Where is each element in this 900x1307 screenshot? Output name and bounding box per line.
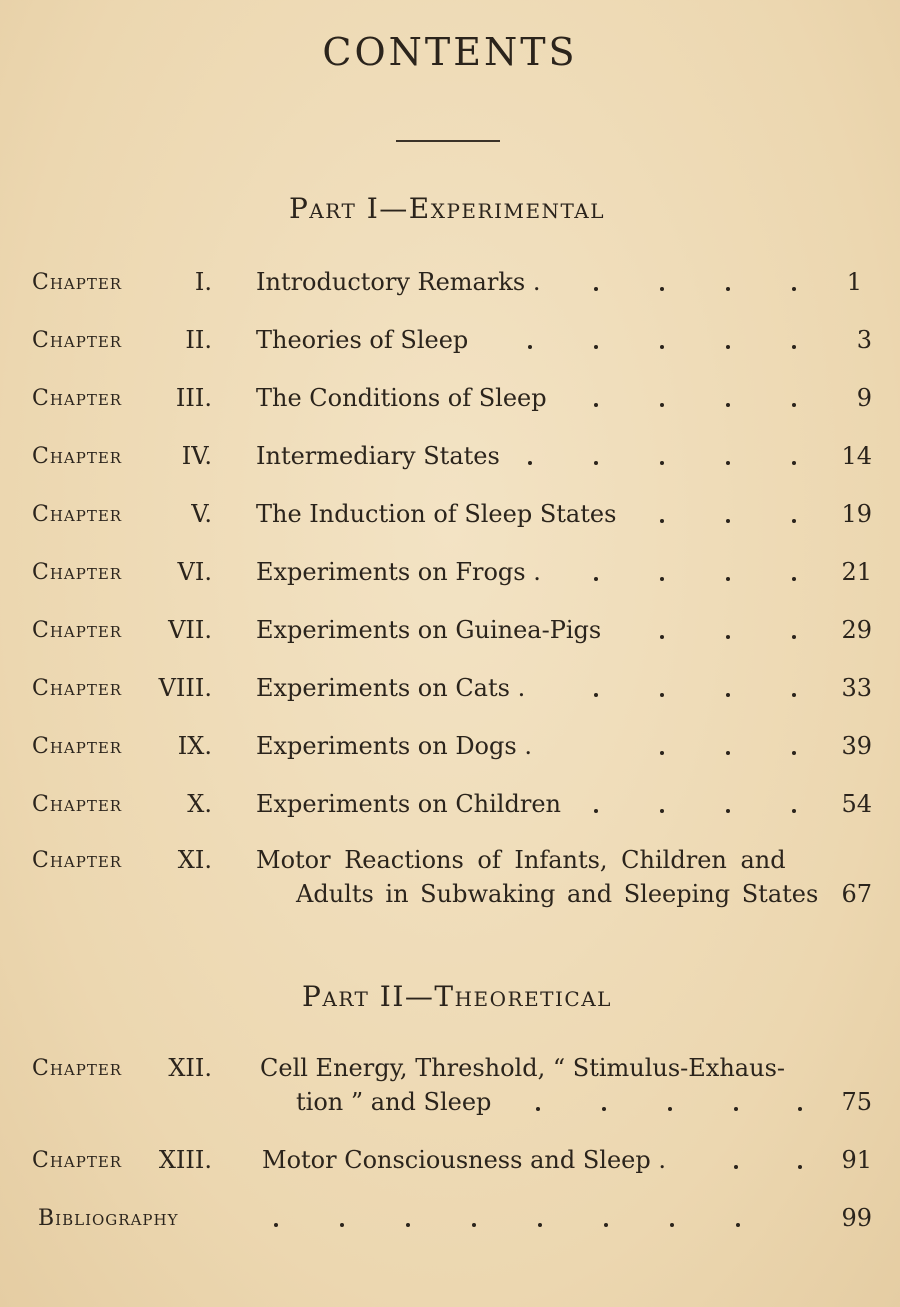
chapter-label: Chapter — [32, 444, 123, 469]
leader-dot — [792, 751, 796, 755]
chapter-label: Chapter — [32, 1148, 123, 1173]
page-number: 21 — [841, 558, 872, 586]
leader-dot — [594, 403, 598, 407]
leader-dot — [660, 809, 664, 813]
chapter-number: XI. — [177, 846, 212, 874]
leader-dot — [726, 635, 730, 639]
chapter-label: Chapter — [32, 1056, 123, 1081]
title-divider — [396, 140, 500, 142]
part-1-name: Experimental — [408, 192, 606, 225]
leader-dot — [660, 635, 664, 639]
toc-row-chapter-12[interactable] — [0, 1056, 900, 1132]
toc-row-chapter-2[interactable] — [0, 328, 900, 368]
chapter-title[interactable]: The Induction of Sleep States — [256, 500, 617, 528]
chapter-title[interactable]: Motor Reactions of Infants, Children and — [256, 846, 786, 874]
leader-dot — [660, 751, 664, 755]
leader-dot — [660, 461, 664, 465]
leader-dot — [798, 1165, 802, 1169]
leader-dot — [792, 693, 796, 697]
chapter-number: III. — [175, 384, 212, 412]
leader-dot — [792, 287, 796, 291]
leader-dot — [660, 577, 664, 581]
page-number: 54 — [841, 790, 872, 818]
page-number: 9 — [856, 384, 872, 412]
chapter-number: IV. — [181, 442, 212, 470]
chapter-title[interactable]: Motor Consciousness and Sleep . — [262, 1146, 666, 1174]
leader-dot — [660, 693, 664, 697]
leader-dot — [538, 1223, 542, 1227]
part-1-heading — [0, 192, 897, 225]
chapter-title[interactable]: Experiments on Children — [256, 790, 561, 818]
leader-dot — [726, 577, 730, 581]
chapter-title[interactable]: Experiments on Guinea-Pigs — [256, 616, 602, 644]
leader-dot — [594, 287, 598, 291]
chapter-label: Chapter — [32, 848, 123, 873]
leader-dot — [660, 345, 664, 349]
chapter-label: Chapter — [32, 734, 123, 759]
leader-dot — [528, 461, 532, 465]
leader-dot — [726, 519, 730, 523]
toc-row-bibliography[interactable] — [0, 1206, 900, 1246]
chapter-title[interactable]: Cell Energy, Threshold, “ Stimulus-Exhaus- — [260, 1054, 785, 1082]
part-1-dash: — — [379, 192, 409, 225]
chapter-number: VIII. — [158, 674, 212, 702]
leader-dot — [792, 345, 796, 349]
leader-dot — [726, 693, 730, 697]
leader-dot — [726, 403, 730, 407]
leader-dot — [536, 1107, 540, 1111]
chapter-number: XIII. — [158, 1146, 212, 1174]
leader-dot — [670, 1223, 674, 1227]
toc-row-chapter-4[interactable] — [0, 444, 900, 484]
page-number: 91 — [841, 1146, 872, 1174]
leader-dot — [660, 287, 664, 291]
leader-dot — [792, 635, 796, 639]
chapter-label: Chapter — [32, 328, 123, 353]
leader-dot — [668, 1107, 672, 1111]
chapter-label: Chapter — [32, 618, 123, 643]
chapter-label: Chapter — [32, 676, 123, 701]
leader-dot — [798, 1107, 802, 1111]
part-2-numeral: II — [379, 980, 405, 1013]
bibliography-label[interactable]: Bibliography — [38, 1206, 179, 1231]
chapter-number: II. — [185, 326, 212, 354]
chapter-label: Chapter — [32, 560, 123, 585]
chapter-label: Chapter — [32, 792, 123, 817]
page-number: 39 — [841, 732, 872, 760]
chapter-title-continued[interactable]: Adults in Subwaking and Sleeping States — [296, 880, 819, 908]
leader-dot — [602, 1107, 606, 1111]
leader-dot — [726, 345, 730, 349]
leader-dot — [594, 577, 598, 581]
leader-dot — [792, 809, 796, 813]
toc-row-chapter-1[interactable] — [0, 270, 900, 310]
leader-dot — [734, 1165, 738, 1169]
leader-dot — [594, 809, 598, 813]
leader-dot — [792, 519, 796, 523]
chapter-number: VII. — [168, 616, 212, 644]
part-2-heading — [7, 980, 900, 1013]
toc-row-chapter-6[interactable] — [0, 560, 900, 600]
page-number: 29 — [841, 616, 872, 644]
leader-dot — [604, 1223, 608, 1227]
chapter-title[interactable]: Experiments on Cats . — [256, 674, 526, 702]
leader-dot — [726, 809, 730, 813]
leader-dot — [528, 345, 532, 349]
toc-row-chapter-13[interactable] — [0, 1148, 900, 1188]
toc-row-chapter-8[interactable] — [0, 676, 900, 716]
leader-dot — [274, 1223, 278, 1227]
leader-dot — [660, 403, 664, 407]
part-1-word: Part — [288, 192, 357, 225]
toc-row-chapter-10[interactable] — [0, 792, 900, 832]
chapter-title[interactable]: Theories of Sleep — [256, 326, 469, 354]
chapter-number: X. — [187, 790, 212, 818]
chapter-number: IX. — [177, 732, 212, 760]
leader-dot — [726, 751, 730, 755]
part-1-numeral: I — [366, 192, 380, 225]
leader-dot — [594, 345, 598, 349]
part-2-dash: — — [404, 980, 435, 1013]
page-number: 33 — [841, 674, 872, 702]
leader-dot — [792, 403, 796, 407]
leader-dot — [594, 693, 598, 697]
leader-dot — [736, 1223, 740, 1227]
leader-dot — [340, 1223, 344, 1227]
chapter-number: VI. — [177, 558, 212, 586]
toc-row-chapter-7[interactable] — [0, 618, 900, 658]
chapter-title[interactable]: Introductory Remarks . — [256, 268, 541, 296]
chapter-title-continued[interactable]: tion ” and Sleep — [296, 1088, 492, 1116]
chapter-title[interactable]: Intermediary States — [256, 442, 500, 470]
leader-dot — [594, 461, 598, 465]
leader-dot — [734, 1107, 738, 1111]
part-2-name: Theoretical — [434, 980, 612, 1013]
chapter-label: Chapter — [32, 502, 123, 527]
chapter-title[interactable]: Experiments on Frogs . — [256, 558, 541, 586]
leader-dot — [792, 577, 796, 581]
page-number: 3 — [856, 326, 872, 354]
chapter-number: XII. — [168, 1054, 212, 1082]
toc-row-chapter-11[interactable] — [0, 848, 900, 924]
page-number: 14 — [841, 442, 872, 470]
part-2-word: Part — [302, 980, 370, 1013]
toc-row-chapter-3[interactable] — [0, 386, 900, 426]
chapter-label: Chapter — [32, 270, 123, 295]
page-number: 19 — [841, 500, 872, 528]
page-number: 99 — [841, 1204, 872, 1232]
leader-dot — [472, 1223, 476, 1227]
leader-dot — [660, 519, 664, 523]
leader-dot — [792, 461, 796, 465]
leader-dot — [726, 461, 730, 465]
leader-dot — [406, 1223, 410, 1227]
chapter-title[interactable]: The Conditions of Sleep — [256, 384, 547, 412]
toc-row-chapter-5[interactable] — [0, 502, 900, 542]
page-number: 1 — [846, 268, 862, 296]
page-number: 67 — [841, 880, 872, 908]
toc-row-chapter-9[interactable] — [0, 734, 900, 774]
page-title: CONTENTS — [322, 30, 578, 74]
chapter-label: Chapter — [32, 386, 123, 411]
chapter-number: I. — [194, 268, 212, 296]
chapter-title[interactable]: Experiments on Dogs . — [256, 732, 532, 760]
page-number: 75 — [841, 1088, 872, 1116]
chapter-number: V. — [191, 500, 212, 528]
leader-dot — [726, 287, 730, 291]
